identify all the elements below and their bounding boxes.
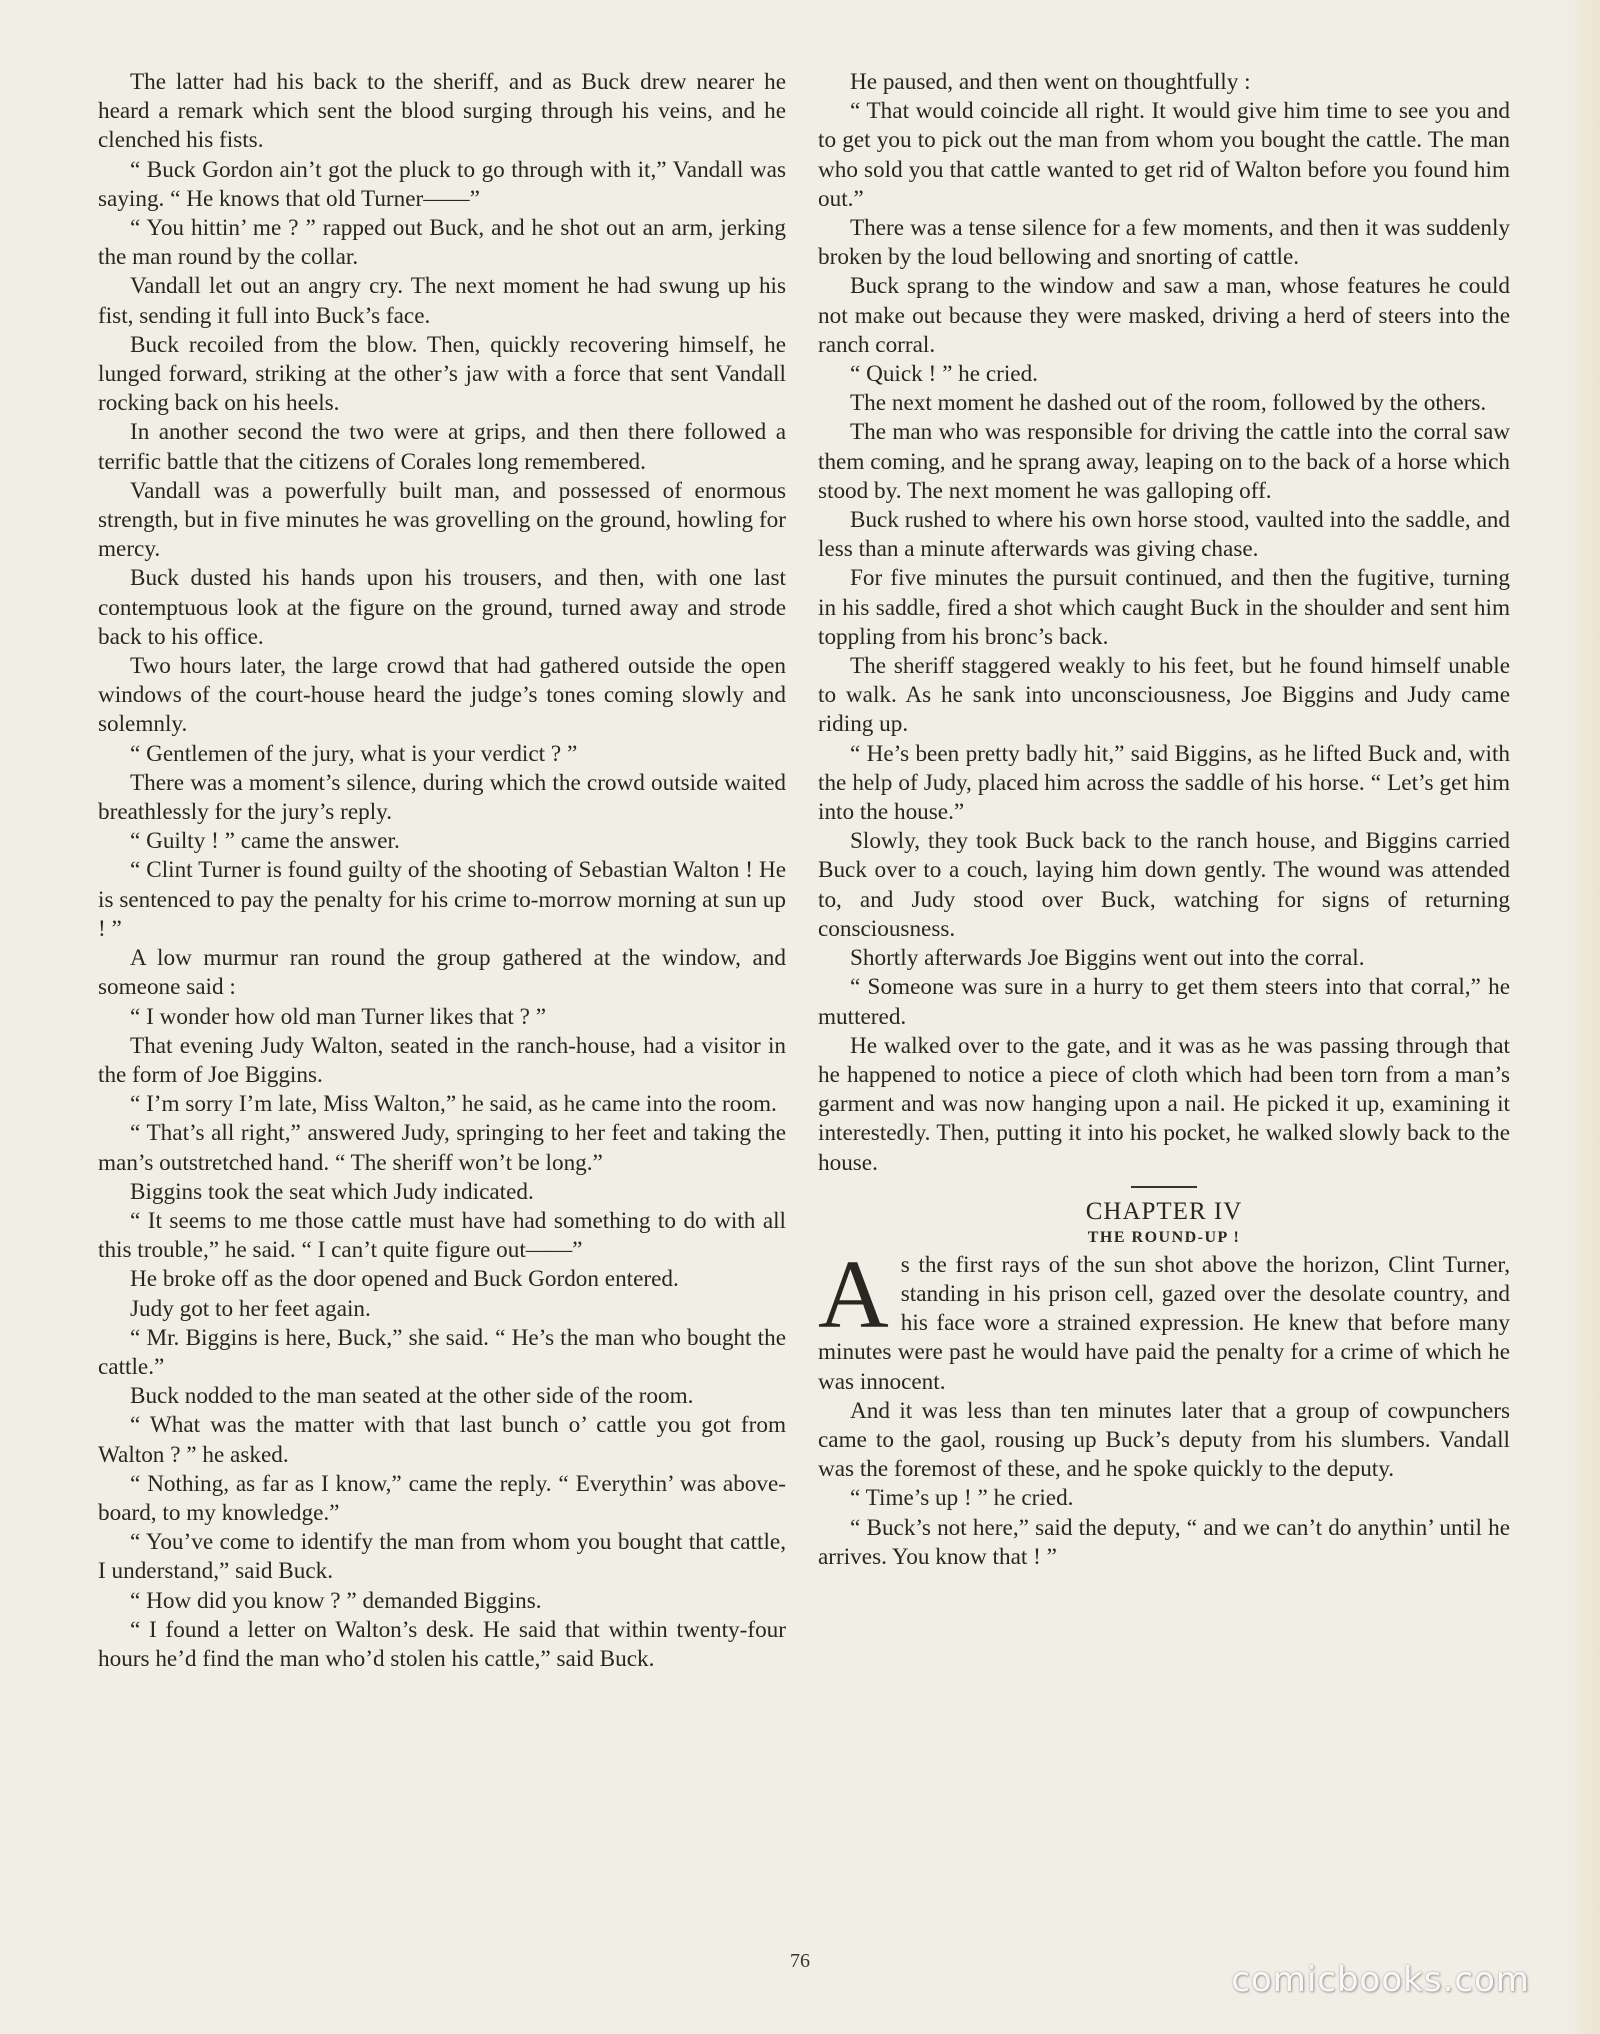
paragraph: “ Someone was sure in a hurry to get them steers into that corral,” he muttered. <box>818 974 1510 1030</box>
paragraph: “ That would coincide all right. It would give him time to see you and to get you to pick out the man from whom you bought the cattle. The man who sold you that cattle wanted to get rid of Walton before you found him out.” <box>818 98 1510 212</box>
page-edge <box>1564 0 1600 2034</box>
paragraph: And it was less than ten minutes later that a group of cowpunchers came to the gaol, rousing up Buck’s deputy from his slumbers. Vandall was the foremost of these, and he spoke quickly to the deputy. <box>818 1397 1510 1483</box>
paragraph: Two hours later, the large crowd that had gathered outside the open windows of the court-house heard the judge’s tones coming slowly and solemnly. <box>98 653 786 738</box>
right-column-bottom <box>818 1397 1510 1572</box>
paragraph: “ That’s all right,” answered Judy, springing to her feet and taking the man’s outstretched hand. “ The sheriff won’t be long.” <box>98 1120 786 1176</box>
paragraph: “ Buck Gordon ain’t got the pluck to go through with it,” Vandall was saying. “ He knows that old Turner——” <box>98 156 786 212</box>
paragraph: Buck nodded to the man seated at the other side of the room. <box>130 1383 694 1410</box>
chapter-opening-text: s the first rays of the sun shot above the horizon, Clint Turner, standing in his prison cell, gazed over the desolate country, and his face wore a strained expression. He knew that before many minutes were past he would have paid the penalty for a crime of which he was innocent. <box>818 1251 1510 1395</box>
right-column <box>818 68 1510 1572</box>
paragraph: For five minutes the pursuit continued, and then the fugitive, turning in his saddle, fired a shot which caught Buck in the shoulder and sent him toppling from his bronc’s back. <box>818 565 1510 650</box>
paragraph: “ He’s been pretty badly hit,” said Biggins, as he lifted Buck and, with the help of Judy, placed him across the saddle of his horse. “ Let’s get him into the house.” <box>818 740 1510 826</box>
left-column <box>98 68 786 1674</box>
page-number: 76 <box>790 1950 810 1972</box>
paragraph: Biggins took the seat which Judy indicated. <box>130 1178 534 1205</box>
paragraph: He paused, and then went on thoughtfully : <box>850 69 1251 95</box>
paragraph: He walked over to the gate, and it was as he was passing through that he happened to notice a piece of cloth which had been torn from a man’s garment and was now hanging upon a nail. He picked it up, examining it interestedly. Then, putting it into his pocket, he walked slowly back to the house. <box>818 1032 1510 1176</box>
paragraph: “ What was the matter with that last bunch o’ cattle you got from Walton ? ” he asked. <box>98 1412 786 1468</box>
paragraph: That evening Judy Walton, seated in the ranch-house, had a visitor in the form of Joe Biggins. <box>98 1032 786 1088</box>
paragraph: The next moment he dashed out of the room, followed by the others. <box>850 390 1487 417</box>
paragraph: “ Nothing, as far as I know,” came the reply. “ Everythin’ was above-board, to my knowledge.” <box>98 1470 786 1526</box>
paragraph: Shortly afterwards Joe Biggins went out into the corral. <box>850 945 1365 972</box>
paragraph: Buck recoiled from the blow. Then, quickly recovering himself, he lunged forward, striking at the other’s jaw with a force that sent Vandall rocking back on his heels. <box>98 331 786 417</box>
paragraph: Buck rushed to where his own horse stood, vaulted into the saddle, and less than a minute afterwards was giving chase. <box>818 507 1510 563</box>
paragraph: “ You’ve come to identify the man from whom you bought that cattle, I understand,” said Buck. <box>98 1529 786 1585</box>
paragraph: There was a tense silence for a few moments, and then it was suddenly broken by the loud bellowing and snorting of cattle. <box>818 215 1510 271</box>
drop-cap: A <box>818 1240 889 1349</box>
paragraph: Vandall was a powerfully built man, and possessed of enormous strength, but in five minutes he was grovelling on the ground, howling for mercy. <box>98 477 786 563</box>
paragraph: “ It seems to me those cattle must have had something to do with all this trouble,” he said. “ I can’t quite figure out——” <box>98 1207 786 1264</box>
paragraph: Buck sprang to the window and saw a man, whose features he could not make out because they were masked, driving a herd of steers into the ranch corral. <box>818 273 1510 358</box>
paragraph: “ Clint Turner is found guilty of the shooting of Sebastian Walton ! He is sentenced to pay the penalty for his crime to-morrow morning at sun up ! ” <box>98 857 786 942</box>
paragraph: Slowly, they took Buck back to the ranch house, and Biggins carried Buck over to a couch, laying him down gently. The wound was attended to, and Judy stood over Buck, watching for signs of returning consciousness. <box>818 828 1510 942</box>
paragraph: “ Guilty ! ” came the answer. <box>130 828 400 855</box>
paragraph: The man who was responsible for driving the cattle into the corral saw them coming, and he sprang away, leaping on to the back of a horse which stood by. The next moment he was galloping off. <box>818 419 1510 504</box>
watermark-logo: comicbooks.com <box>1231 1960 1530 2000</box>
paragraph: “ Buck’s not here,” said the deputy, “ and we can’t do anythin’ until he arrives. You know that ! ” <box>818 1514 1510 1570</box>
paragraph: The sheriff staggered weakly to his feet, but he found himself unable to walk. As he sank into unconsciousness, Joe Biggins and Judy came riding up. <box>818 653 1510 738</box>
paragraph: “ I found a letter on Walton’s desk. He said that within twenty-four hours he’d find the man who’d stolen his cattle,” said Buck. <box>98 1616 786 1672</box>
paragraph: The latter had his back to the sheriff, and as Buck drew nearer he heard a remark which sent the blood surging through his veins, and he clenched his fists. <box>98 69 786 154</box>
chapter-opening-paragraph <box>818 1240 1510 1397</box>
paragraph: Buck dusted his hands upon his trousers, and then, with one last contemptuous look at the figure on the ground, turned away and strode back to his office. <box>98 565 786 650</box>
paragraph: “ Time’s up ! ” he cried. <box>850 1485 1074 1512</box>
section-divider <box>1131 1186 1197 1188</box>
paragraph: A low murmur ran round the group gathered at the window, and someone said : <box>98 945 786 1001</box>
right-column-top <box>818 68 1510 1178</box>
paragraph: Judy got to her feet again. <box>130 1295 371 1322</box>
paragraph: “ How did you know ? ” demanded Biggins. <box>130 1587 542 1614</box>
chapter-title: CHAPTER IV <box>1085 1197 1243 1225</box>
paragraph: “ Gentlemen of the jury, what is your verdict ? ” <box>130 740 578 767</box>
paragraph: “ I wonder how old man Turner likes that ? ” <box>130 1003 547 1030</box>
paragraph: “ You hittin’ me ? ” rapped out Buck, and he shot out an arm, jerking the man round by the collar. <box>98 215 786 271</box>
chapter-subtitle: THE ROUND-UP ! <box>1087 1228 1241 1246</box>
paragraph: In another second the two were at grips, and then there followed a terrific battle that the citizens of Corales long remembered. <box>98 419 786 475</box>
paragraph: “ Quick ! ” he cried. <box>850 361 1038 388</box>
paragraph: “ I’m sorry I’m late, Miss Walton,” he said, as he came into the room. <box>130 1091 777 1118</box>
paragraph: He broke off as the door opened and Buck Gordon entered. <box>130 1266 679 1293</box>
paragraph: There was a moment’s silence, during which the crowd outside waited breathlessly for the jury’s reply. <box>98 769 786 826</box>
paragraph: Vandall let out an angry cry. The next moment he had swung up his fist, sending it full into Buck’s face. <box>98 273 786 329</box>
paragraph: “ Mr. Biggins is here, Buck,” she said. “ He’s the man who bought the cattle.” <box>98 1324 786 1380</box>
